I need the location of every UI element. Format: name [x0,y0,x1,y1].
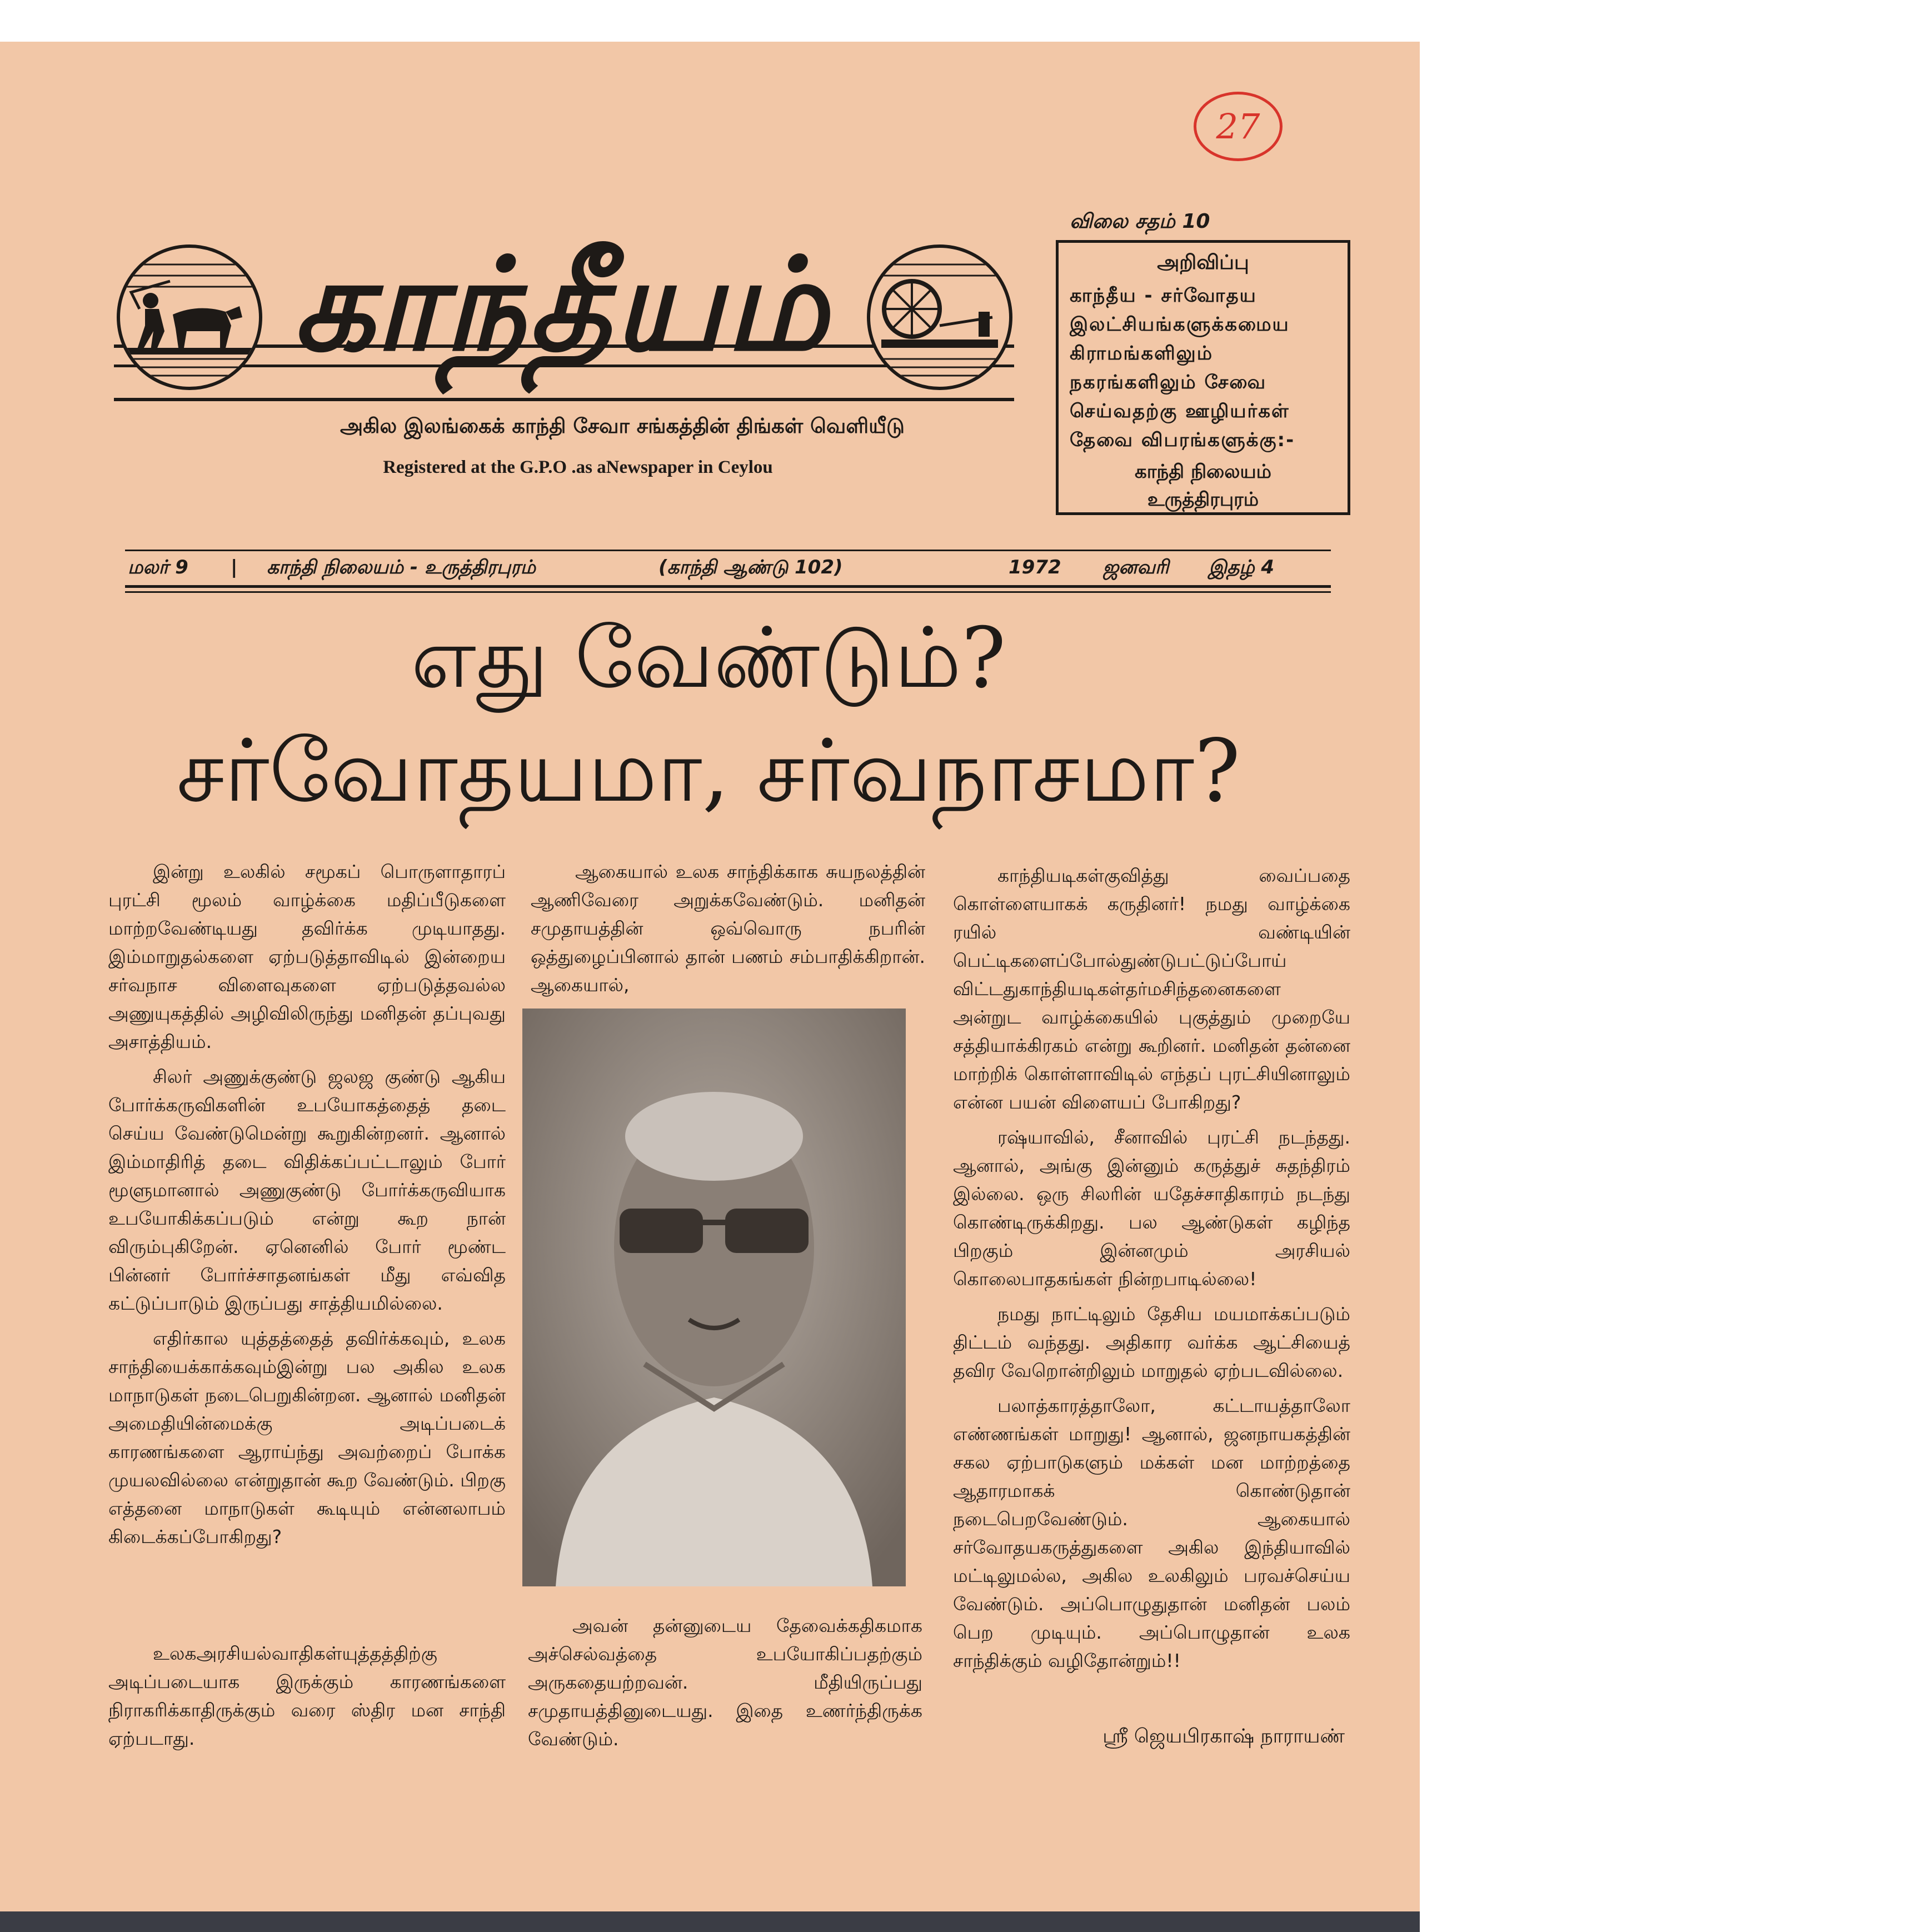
article-column-3 [953,861,1350,1681]
month-label: ஜனவரி [1103,556,1169,578]
headline-line1: எது வேண்டும்? [411,610,1006,707]
notice-address-line1: காந்தி நிலையம் [1134,461,1272,483]
year-label: 1972 [1009,556,1061,578]
dateline [125,553,1331,588]
paragraph: ரஷ்யாவில், சீனாவில் புரட்சி நடந்தது. ஆனால், அங்கு இன்னும் கருத்துச் சுதந்திரம் இல்லை. ஒரு சிலரின் யதேச்சாதிகாரம் நடந்து கொண்டிருக்கிறது. பல ஆண்டுகள் கழிந்த பிறகும் இன்னமும் அரசியல் கொலைபாதகங்கள் நின்றபாடில்லை! [953,1126,1350,1290]
page-number: 27 [1216,106,1260,147]
newspaper-title: காந்தீயம் [292,231,830,380]
notice-title: அறிவிப்பு [1157,251,1249,274]
paragraph: இன்று உலகில் சமூகப் பொருளாதாரப் புரட்சி மூலம் வாழ்க்கை மதிப்பீடுகளை மாற்றவேண்டியது தவிர்க்க முடியாதது. இம்மாறுதல்களை ஏற்படுத்தாவிடில் இன்றைய சர்வநாச விளைவுகளை ஏற்படுத்தவல்ல அணுயுகத்தில் அழிவிலிருந்து மனிதன் தப்புவது அசாத்தியம். [108,861,506,1052]
notice-address-line2: உருத்திரபுரம் [1147,488,1259,511]
masthead [114,233,1014,411]
farmer-plough-emblem [117,244,262,390]
paragraph: சிலர் அணுக்குண்டு ஜலஜ குண்டு ஆகிய போர்க்கருவிகளின் உபயோகத்தைத் தடை செய்ய வேண்டுமென்று கூறுகின்றனர். ஆனால் இம்மாதிரித் தடை விதிக்கப்பட்டாலும் போர் மூளுமானால் அணுகுண்டு போர்க்கருவியாக உபயோகிக்கப்படும் என்று கூற நான் விரும்புகிறேன். ஏனெனில் போர் மூண்ட பின்னர் போர்ச்சாதனங்கள் மீது எவ்வித கட்டுப்பாடும் இருப்பது சாத்தியமில்லை. [108,1066,506,1314]
author-signature: ஸ்ரீ ஜெயபிரகாஷ் நாராயண் [1102,1725,1345,1748]
paragraph: நமது நாட்டிலும் தேசிய மயமாக்கப்படும் திட்டம் வந்தது. அதிகார வர்க்க ஆட்சியைத் தவிர வேறொன்றிலும் மாறுதல் ஏற்படவில்லை. [953,1303,1350,1381]
volume-label: மலர் 9 [128,556,188,578]
price-label: விலை சதம் 10 [1070,210,1210,233]
paragraph: எதிர்கால யுத்தத்தைத் தவிர்க்கவும், உலக சாந்தியைக்காக்கவும்இன்று பல அகில உலக மாநாடுகள் நடைபெறுகின்றன. ஆனால் மனிதன் அமைதியின்மைக்கு அடிப்படைக் காரணங்களை ஆராய்ந்து அவற்றைப் போக்க முயலவில்லை என்றுதான் கூற வேண்டும். பிறகு எத்தனை மாநாடுகள் கூடியும் என்னலாபம் கிடைக்கப்போகிறது? [108,1327,506,1547]
scanner-edge [0,1911,1420,1932]
article-column-1 [108,857,506,1557]
article-column-1-end [108,1639,506,1759]
dateline-place: காந்தி நிலையம் - உருத்திரபுரம் [267,556,536,578]
paragraph: ஆகையால் உலக சாந்திக்காக சுயநலத்தின் ஆணிவேரை அறுக்கவேண்டும். மனிதன் சமுதாயத்தின் ஒவ்வொரு நபரின் ஒத்துழைப்பினால் தான் பணம் சம்பாதிக்கிறான். ஆகையால், [531,861,925,996]
dateline-separator: | [231,556,238,578]
page-number-stamp [1194,92,1283,161]
issue-label: இதழ் 4 [1209,556,1275,578]
portrait-photo [522,1009,906,1586]
newspaper-subtitle: அகில இலங்கைக் காந்தி சேவா சங்கத்தின் திங்கள் வெளியீடு [340,414,905,438]
notice-box [1056,240,1350,515]
headline-line2: சர்வோதயமா, சர்வநாசமா? [176,721,1241,821]
notice-body: காந்தீய - சர்வோதய இலட்சியங்களுக்கமைய கிராமங்களிலும் நகரங்களிலும் சேவை செய்வதற்கு ஊழியர்கள் தேவை விபரங்களுக்கு:- [1070,284,1295,451]
paragraph: உலகஅரசியல்வாதிகள்யுத்தத்திற்கு அடிப்படையாக இருக்கும் காரணங்களை நிராகரிக்காதிருக்கும் வரை ஸ்திர மன சாந்தி ஏற்படாது. [108,1643,506,1749]
article-column-2 [531,857,925,1006]
gandhi-year: (காந்தி ஆண்டு 102) [658,556,843,578]
paragraph: பலாத்காரத்தாலோ, கட்டாயத்தாலோ எண்ணங்கள் மாறுது! ஆனால், ஜனநாயகத்தின் சகல ஏற்பாடுகளும் மக்கள் மன மாற்றத்தை ஆதாரமாகக் கொண்டுதான் நடைபெறவேண்டும். ஆகையால் சர்வோதயகருத்துகளை அகில இந்தியாவில் மட்டிலுமல்ல, அகில உலகிலும் பரவச்செய்ய வேண்டும். அப்பொழுதுதான் மனிதன் பலம் பெற முடியும். அப்பொழுதான் உலக சாந்திக்கும் வழிதோன்றும்!! [953,1395,1350,1671]
registration-line: Registered at the G.P.O .as aNewspaper in Ceylou [383,457,773,477]
paragraph: காந்தியடிகள்குவித்து வைப்பதை கொள்ளையாகக் கருதினர்! நமது வாழ்க்கை ரயில் வண்டியின் பெட்டிகளைப்போல்துண்டுபட்டுப்போய் விட்டதுகாந்தியடிகள்தர்மசிந்தனைகளை அன்றுட வாழ்க்கையில் புகுத்தும் முறையே சத்தியாக்கிரகம் என்று கூறினர். மனிதன் தன்னை மாற்றிக் கொள்ளாவிடில் எந்தப் புரட்சியினாலும் என்ன பயன் விளையப் போகிறது? [953,865,1350,1113]
spinning-wheel-emblem [867,244,1012,390]
article-column-2-end [528,1611,922,1760]
paragraph: அவன் தன்னுடைய தேவைக்கதிகமாக அச்செல்வத்தை உபயோகிப்பதற்கும் அருகதையற்றவன். மீதியிருப்பது சமுதாயத்தினுடையது. இதை உணர்ந்திருக்க வேண்டும். [528,1615,922,1750]
